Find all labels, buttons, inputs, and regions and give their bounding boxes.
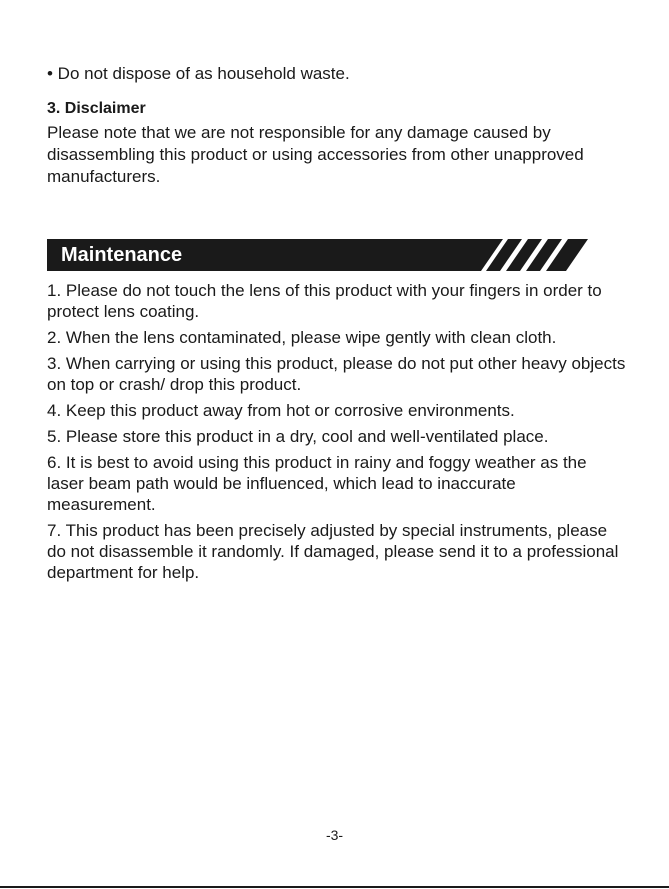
list-item: 5. Please store this product in a dry, cool and well-ventilated place.	[47, 427, 549, 446]
maintenance-banner	[47, 239, 592, 271]
list-item: 1. Please do not touch the lens of this product with your fingers in order to protect lens coating.	[47, 281, 602, 321]
list-item: 4. Keep this product away from hot or corrosive environments.	[47, 401, 515, 420]
list-item: 3. When carrying or using this product, please do not put other heavy objects on top or crash/ drop this product.	[47, 354, 626, 394]
bottom-rule	[0, 886, 669, 888]
disposal-note: • Do not dispose of as household waste.	[47, 64, 350, 83]
list-item: 7. This product has been precisely adjusted by special instruments, please do not disassemble it randomly. If damaged, please send it to a professional department for help.	[47, 521, 619, 582]
disclaimer-heading: 3. Disclaimer	[47, 100, 146, 117]
maintenance-list	[47, 280, 627, 588]
page-number: -3-	[325, 827, 344, 843]
disclaimer-text: Please note that we are not responsible for any damage caused by disassembling this product or using accessories from other unapproved manufacturers.	[47, 123, 584, 186]
maintenance-title: Maintenance	[61, 244, 183, 266]
list-item: 6. It is best to avoid using this product in rainy and foggy weather as the laser beam path would be influenced, which lead to inaccurate measurement.	[47, 453, 587, 514]
list-item: 2. When the lens contaminated, please wipe gently with clean cloth.	[47, 328, 557, 347]
